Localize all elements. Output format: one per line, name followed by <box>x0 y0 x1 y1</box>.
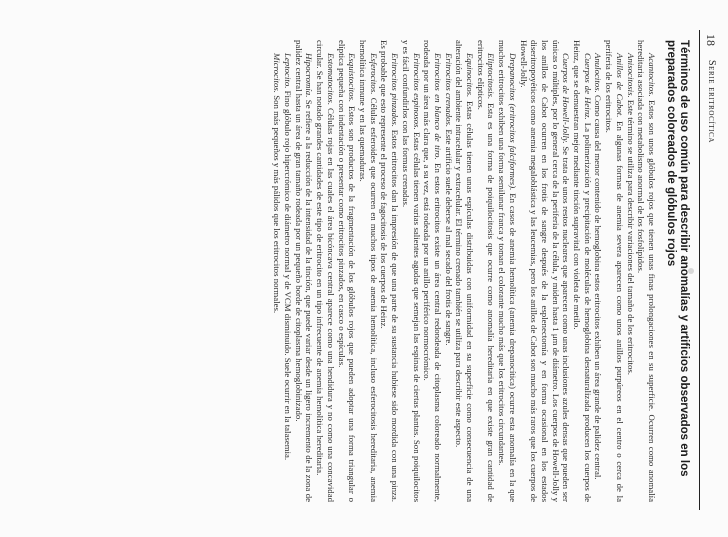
glossary-entry <box>496 40 517 502</box>
glossary-term: Cuerpos de Heinz. <box>582 53 593 120</box>
glossary-entry <box>518 40 572 502</box>
glossary-term: Eliptocitosis. <box>486 53 497 100</box>
glossary-entry <box>315 40 336 502</box>
section-title: Términos de uso común para describir anomalías y artificios observados en los preparados coloreados de glóbulos rojos <box>665 40 690 477</box>
glossary-entry <box>272 40 283 502</box>
glossary-definition: Esta es una forma de poiquilocitosis que ocurre como anomalía hereditaria en que existe gran cantidad de eritrocitos elípticos. <box>475 40 497 502</box>
glossary-term: Equinocitos. <box>465 53 476 98</box>
glossary-term: Eritrocitos crenados. <box>443 53 454 128</box>
glossary-definition: Estos son unos glóbulos rojos que tienen unas finas prolongaciones en su superficie. Ocurren como anomalía hereditaria asociada con metabolismo anormal de los fosfolípidos. <box>636 40 657 502</box>
glossary-entry <box>571 40 592 502</box>
glossary-term: Cuerpos de Howell-Jolly. <box>561 53 572 144</box>
glossary-term: Leptocito. <box>283 53 294 89</box>
glossary-term: Eritrocitos en blanco de tiro. <box>432 53 443 160</box>
running-header <box>699 30 726 510</box>
glossary-definition: Se refiere a la reducción de la intensidad de la tinción, que puede variar desde un ligero incremento de la zona de palidez central hasta un área de gran tamaño rodeada por un pequeño borde de citoplasma hemoglobinizado. <box>293 40 315 502</box>
glossary-definition: Estas células tienen varias salientes agudas que semejan las espinas de ciertas plantas. Son poiquilocitos y es fácil confundirlos con las formas crenadas. <box>400 40 422 502</box>
glossary-term: Microcitos. <box>272 53 283 93</box>
glossary-definition: La polimerización y precipitación de moléculas de hemoglobina desnaturalizada producen los cuerpos de Heinz, que se demuestran mejor mediante tinción supravital con violeta de metilo. <box>572 40 593 502</box>
glossary-definition: Este término se utiliza para describir variaciones del tamaño de los eritrocitos. <box>625 97 636 375</box>
glossary-definition: Este artificio suele deberse al mal secado del frotis de sangre. <box>443 127 454 346</box>
running-title: Serie eritrocítica <box>706 60 717 144</box>
glossary-term: Esferocitos. <box>368 53 379 95</box>
glossary-entry <box>475 40 496 502</box>
glossary-term: Esquistocitos. <box>347 53 358 103</box>
glossary-entry <box>336 40 357 502</box>
glossary-term: Acantocitos. <box>647 53 657 97</box>
glossary-term: Hipocromía. <box>304 53 315 98</box>
glossary-entry <box>636 40 657 502</box>
glossary-term: Anillos de Cabot. <box>614 53 625 118</box>
glossary-entry <box>357 40 378 502</box>
glossary-definition: Células esferoides que ocurren en muchos tipos de anemia hemolítica, incluso esferocitosis hereditaria, anemia hemolítica inmune y en las quemaduras. <box>358 40 379 502</box>
glossary-term: Anisocitosis. <box>625 53 636 98</box>
glossary-definition: En estos eritrocitos existe un área central redondeada de citoplasma coloreado normalmente, rodeada por un área más clara que, a su vez, está rodeada por un anillo periférico normocrómico. <box>422 40 443 502</box>
glossary-definition: Estos eritrocitos dan la impresión de que una parte de su sustancia hubiese sido mordida con una pinza. Es probable que esto represente el proceso de fagocitosis de los cuerpos de Heinz. <box>379 40 401 502</box>
glossary-entry <box>625 40 636 502</box>
glossary-term: Estomatocitos. <box>325 53 336 106</box>
glossary-entry <box>443 40 454 502</box>
glossary-term: Drepanocitos (eritrocitos falciformes). <box>507 53 518 191</box>
glossary-term: Eritrocitos espinosos. <box>411 53 422 130</box>
glossary-definition: Son más pequeños y más pálidos que los eritrocitos normales. <box>272 93 283 314</box>
glossary-entry <box>422 40 443 502</box>
glossary-entry <box>454 40 475 502</box>
glossary-entry <box>379 40 400 502</box>
page-number: 18 <box>704 34 718 46</box>
glossary-entry <box>603 40 624 502</box>
main-content <box>272 40 690 502</box>
glossary-definition: Estas células tienen unas espículas distribuidas con uniformidad en su superficie como consecuencia de una alteración del ambiente intracelular y extracelular. El término crenado también se utiliza para describir este aspecto. <box>454 40 476 502</box>
glossary-definition: Como causa del menor contenido de hemoglobina estos eritrocitos exhiben un área grande de palidez central. <box>593 92 604 480</box>
glossary-entry <box>593 40 604 502</box>
glossary-term: Anulocitos. <box>593 53 604 93</box>
glossary-definition: Células rojas en las cuales el área bicóncava central aparece como una hendidura y no como una concavidad circular. Se han notado grandes cantidades de este tipo de eritrocito en un tipo infrecuente de anemia hemolítica hereditaria. <box>315 40 336 502</box>
glossary-entry <box>293 40 314 502</box>
glossary-term: Eritrocitos pinzados. <box>390 53 401 127</box>
glossary-definition: Estos son productos de la fragmentación de los glóbulos rojos que pueden adoptar una forma triangular o elíptica pequeña con indentación o presentar como eritrocitos pinzados, en casco o espículas. <box>336 40 358 502</box>
glossary-definition: En casos de anemia hemolítica (anemia drepanocítica) ocurre esta anomalía en la que muchos eritrocitos exhiben una forma semilunar franca y toman el colorante mucho más que los eritrocitos circundantes. <box>497 40 518 502</box>
glossary-list <box>272 40 657 502</box>
glossary-entry <box>400 40 421 502</box>
glossary-definition: En algunas formas de anemia severa aparecen como unos anillos purpúreos en el centro o cerca de la periferia de los eritrocitos. <box>604 40 625 502</box>
glossary-definition: Fino glóbulo rojo hipercrómico de diámetro normal y de VCM disminuido. Suele ocurrir en la talasemia. <box>283 88 294 461</box>
glossary-entry <box>282 40 293 502</box>
glossary-definition: Se trata de unos restos nucleares que aparecen como unas inclusiones azules densas que pueden ser únicas o múltiples, por lo general cerca de la periferia de la célula, y miden hasta 1 μm de diámetro. Los cuerpos de Howell-Jolly y los anillos de Cabot ocurren en los frotis de sangre después de la esplenectomía y en forma ocasional en los estados diseritropoyéticos como anemia megaloblástica y las leucemias, pero los anillos de Cabot son mucho más raros que los cuerpos de Howell-Jolly. <box>518 40 572 502</box>
